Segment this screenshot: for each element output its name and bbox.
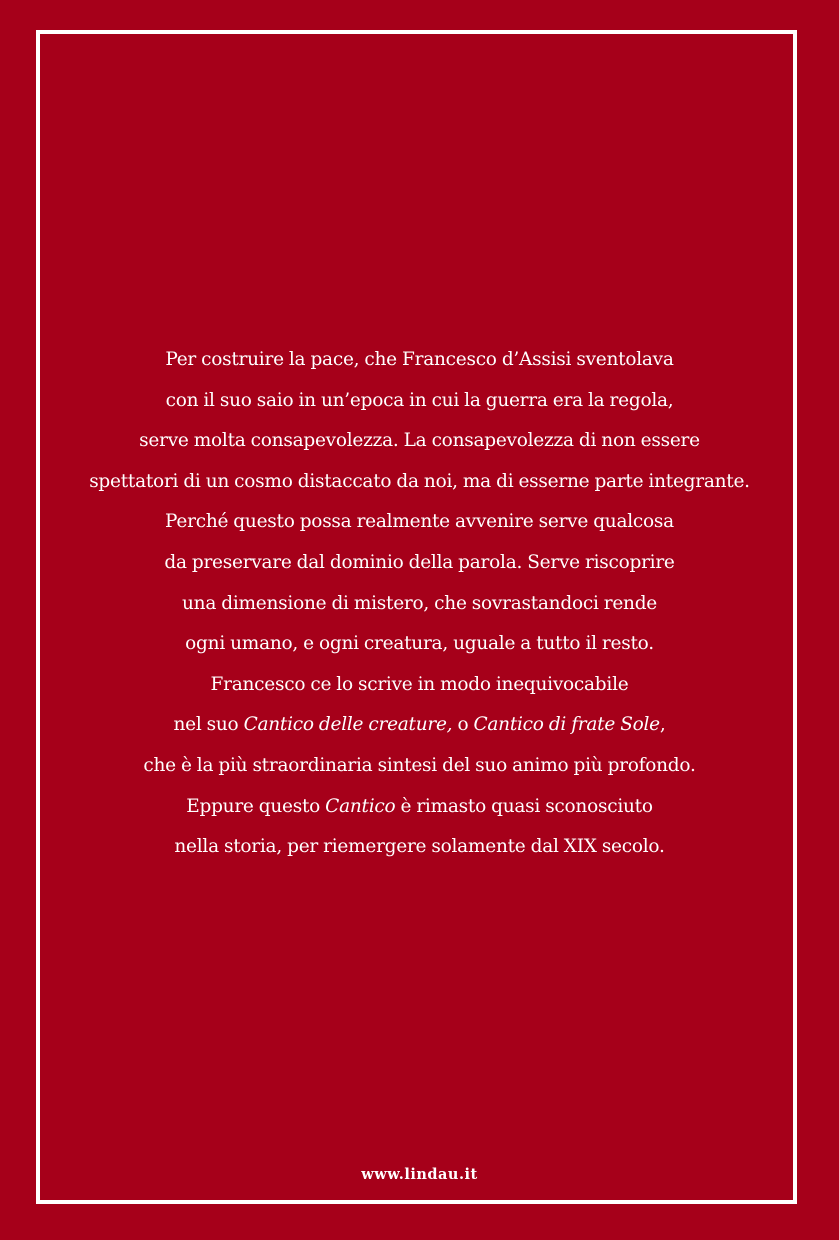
blurb-text: o [452,714,474,736]
blurb-line: Francesco ce lo scrive in modo inequivocabile [210,673,629,695]
blurb-line: che è la più straordinaria sintesi del suo animo più profondo. [143,754,696,776]
blurb-line: nella storia, per riemergere solamente dal XIX secolo. [174,836,665,858]
work-title: Cantico di frate Sole [473,714,660,736]
blurb-text: nel suo [173,714,244,736]
blurb-text: , [659,714,666,736]
blurb-line [40,705,799,746]
back-cover-blurb [40,340,799,868]
blurb-line: Per costruire la pace, che Francesco d’Assisi sventolava [165,349,674,370]
blurb-line: spettatori di un cosmo distaccato da noi, ma di esserne parte integrante. [89,470,750,492]
blurb-line: ogni umano, e ogni creatura, uguale a tutto il resto. [185,633,654,655]
work-title: Cantico [325,795,396,817]
blurb-text: è rimasto quasi sconosciuto [395,795,653,817]
blurb-line [40,787,799,828]
blurb-line: una dimensione di mistero, che sovrastandoci rende [182,592,657,614]
publisher-website[interactable]: www.lindau.it [361,1166,478,1183]
blurb-line: serve molta consapevolezza. La consapevolezza di non essere [139,430,700,452]
blurb-line: Perché questo possa realmente avvenire serve qualcosa [165,511,674,533]
blurb-text: Eppure questo [186,795,326,817]
blurb-line: con il suo saio in un’epoca in cui la guerra era la regola, [165,389,674,411]
work-title: Cantico delle creature, [243,714,453,736]
blurb-line: da preservare dal dominio della parola. Serve riscoprire [164,551,675,573]
